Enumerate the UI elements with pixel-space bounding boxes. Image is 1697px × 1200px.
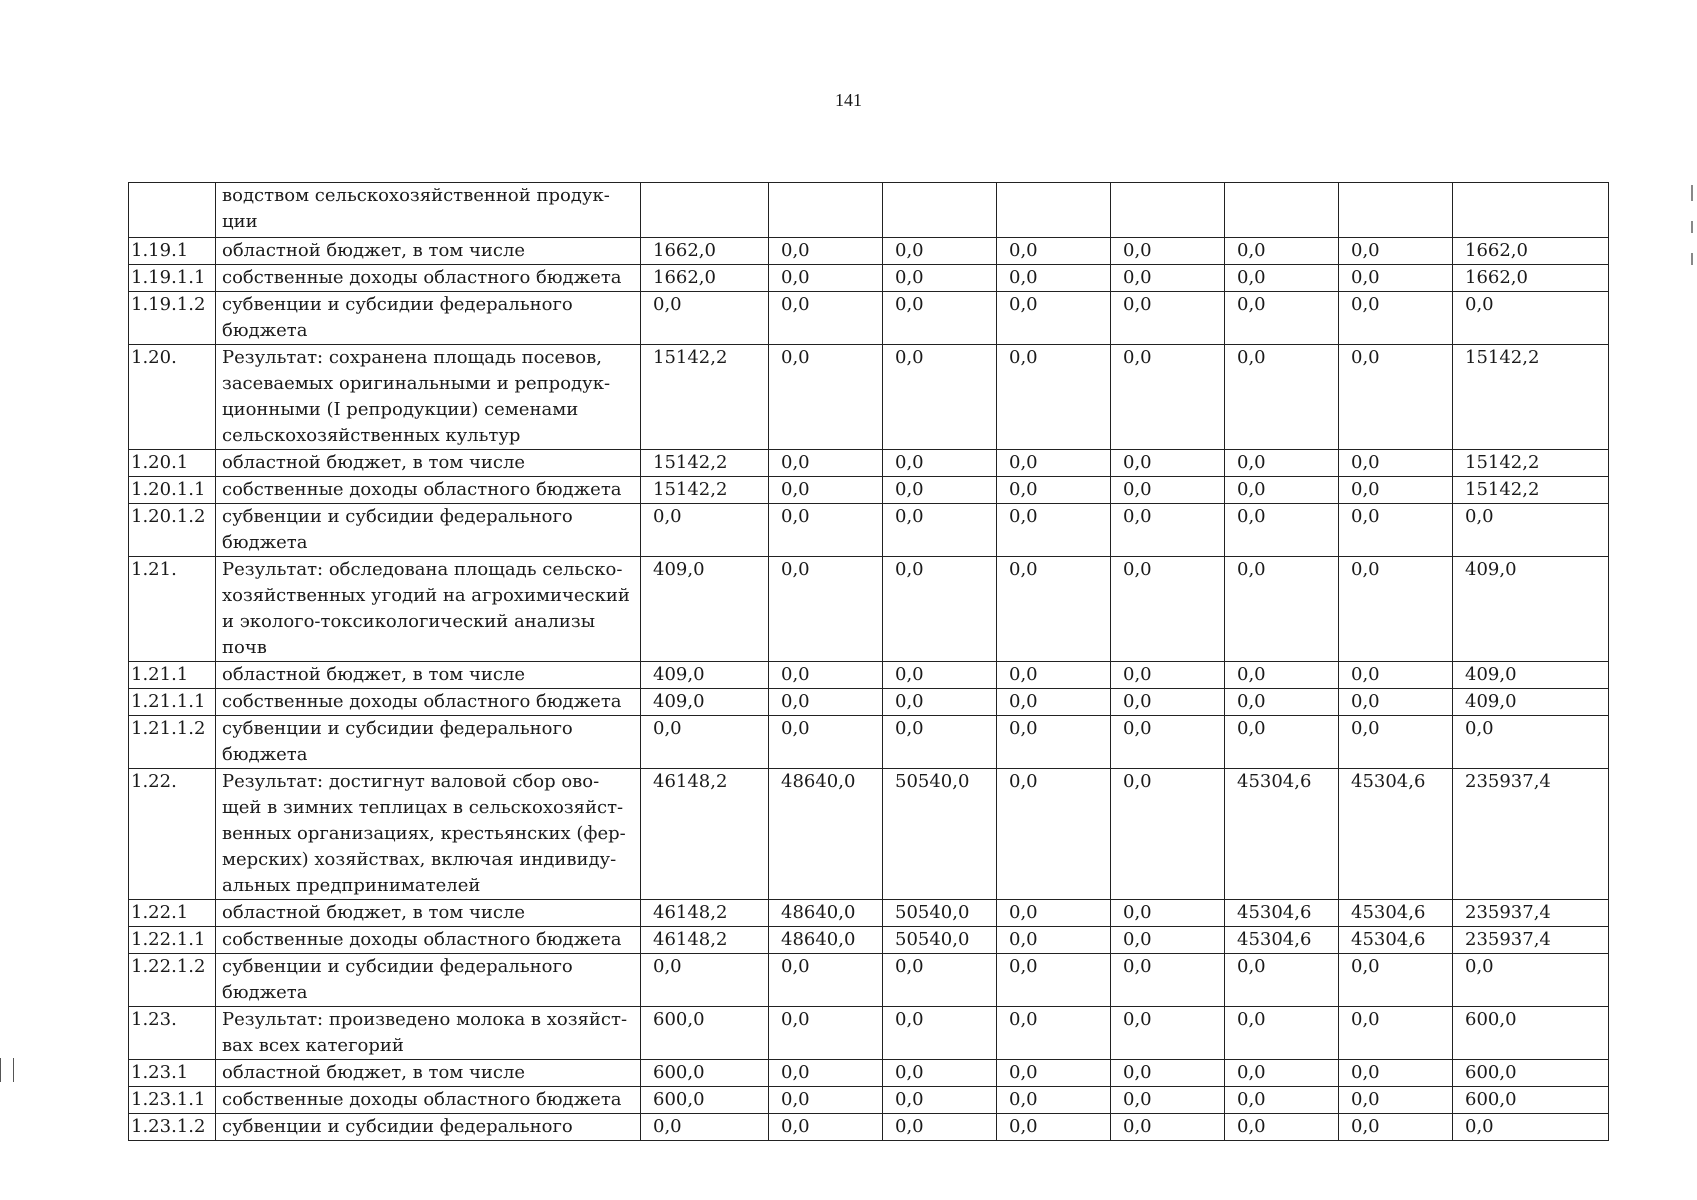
row-value: 0,0 [883, 716, 997, 769]
table-row [129, 900, 1609, 927]
row-value [641, 183, 769, 238]
row-value: 15142,2 [1453, 477, 1609, 504]
row-value: 0,0 [641, 716, 769, 769]
row-value: 0,0 [997, 689, 1111, 716]
row-value: 0,0 [1111, 662, 1225, 689]
row-name: собственные доходы областного бюджета [216, 927, 641, 954]
row-value: 0,0 [1111, 265, 1225, 292]
row-name: областной бюджет, в том числе [216, 450, 641, 477]
row-name: Результат: обследована площадь сельско-хозяйственных угодий на агрохимический и эколого-токсикологический анализы почв [216, 557, 641, 662]
row-value: 0,0 [1339, 1087, 1453, 1114]
row-value: 0,0 [997, 238, 1111, 265]
table-body [129, 183, 1609, 1141]
row-value: 0,0 [997, 292, 1111, 345]
table-row [129, 662, 1609, 689]
row-value: 0,0 [641, 504, 769, 557]
row-value: 0,0 [883, 477, 997, 504]
row-value: 0,0 [1111, 1060, 1225, 1087]
row-code: 1.23.1.1 [129, 1087, 216, 1114]
row-value: 0,0 [1225, 238, 1339, 265]
row-value: 0,0 [997, 1087, 1111, 1114]
row-value: 0,0 [1111, 769, 1225, 900]
row-value: 1662,0 [1453, 265, 1609, 292]
page-number: 141 [835, 90, 862, 110]
row-value: 0,0 [997, 265, 1111, 292]
row-name: водством сельскохозяйственной продук-ции [216, 183, 641, 238]
row-code: 1.23. [129, 1007, 216, 1060]
row-value: 50540,0 [883, 769, 997, 900]
row-code: 1.22.1 [129, 900, 216, 927]
row-value: 0,0 [1339, 1114, 1453, 1141]
row-value: 0,0 [997, 927, 1111, 954]
table-row [129, 292, 1609, 345]
row-value: 46148,2 [641, 769, 769, 900]
row-value: 0,0 [1111, 345, 1225, 450]
row-value: 0,0 [883, 450, 997, 477]
row-value: 0,0 [1225, 1087, 1339, 1114]
table-row [129, 477, 1609, 504]
row-value: 0,0 [1225, 450, 1339, 477]
row-value: 0,0 [769, 662, 883, 689]
row-value: 0,0 [1339, 689, 1453, 716]
row-value: 0,0 [997, 662, 1111, 689]
table-row [129, 1087, 1609, 1114]
row-value: 0,0 [769, 292, 883, 345]
row-value: 0,0 [1225, 716, 1339, 769]
row-value: 235937,4 [1453, 769, 1609, 900]
table-row [129, 238, 1609, 265]
row-name: собственные доходы областного бюджета [216, 477, 641, 504]
table-row [129, 183, 1609, 238]
row-value [1339, 183, 1453, 238]
row-value: 15142,2 [641, 450, 769, 477]
row-value: 0,0 [1111, 504, 1225, 557]
table-row [129, 1007, 1609, 1060]
row-value: 0,0 [1111, 450, 1225, 477]
row-value [1453, 183, 1609, 238]
row-value: 0,0 [1225, 557, 1339, 662]
row-value: 1662,0 [641, 265, 769, 292]
row-value: 0,0 [1225, 477, 1339, 504]
row-value: 0,0 [997, 504, 1111, 557]
row-value: 45304,6 [1339, 769, 1453, 900]
row-value: 0,0 [997, 345, 1111, 450]
row-value: 0,0 [883, 1007, 997, 1060]
row-value: 48640,0 [769, 769, 883, 900]
table-row [129, 1060, 1609, 1087]
row-code: 1.19.1 [129, 238, 216, 265]
row-value: 0,0 [1111, 557, 1225, 662]
table-row [129, 927, 1609, 954]
row-value: 0,0 [997, 716, 1111, 769]
row-value: 0,0 [769, 954, 883, 1007]
row-value: 0,0 [769, 1087, 883, 1114]
table-row [129, 954, 1609, 1007]
row-value: 600,0 [641, 1087, 769, 1114]
row-value: 0,0 [997, 900, 1111, 927]
row-value: 0,0 [769, 345, 883, 450]
row-code: 1.20.1 [129, 450, 216, 477]
row-value: 0,0 [1453, 504, 1609, 557]
row-value: 45304,6 [1339, 900, 1453, 927]
row-value: 0,0 [883, 557, 997, 662]
row-value: 0,0 [641, 292, 769, 345]
row-value: 0,0 [1339, 716, 1453, 769]
row-value: 0,0 [1339, 1007, 1453, 1060]
row-value: 0,0 [1225, 292, 1339, 345]
row-value: 409,0 [1453, 557, 1609, 662]
row-value: 0,0 [1225, 265, 1339, 292]
row-value: 0,0 [641, 954, 769, 1007]
row-value: 0,0 [1111, 900, 1225, 927]
row-code: 1.21.1.2 [129, 716, 216, 769]
row-value: 0,0 [1339, 477, 1453, 504]
row-code [129, 183, 216, 238]
row-value: 0,0 [1111, 292, 1225, 345]
row-name: субвенции и субсидии федерального бюджета [216, 954, 641, 1007]
row-value: 45304,6 [1225, 900, 1339, 927]
row-code: 1.19.1.1 [129, 265, 216, 292]
row-value: 235937,4 [1453, 927, 1609, 954]
row-value: 1662,0 [641, 238, 769, 265]
row-value: 0,0 [1453, 1114, 1609, 1141]
row-value: 0,0 [883, 689, 997, 716]
table-row [129, 716, 1609, 769]
row-value: 0,0 [883, 1114, 997, 1141]
table-row [129, 504, 1609, 557]
row-value: 45304,6 [1225, 769, 1339, 900]
row-value: 0,0 [1111, 477, 1225, 504]
budget-table-container [128, 182, 1608, 1141]
row-value [997, 183, 1111, 238]
row-value: 0,0 [1339, 1060, 1453, 1087]
row-value: 0,0 [1225, 345, 1339, 450]
row-value: 0,0 [883, 345, 997, 450]
row-value: 0,0 [769, 238, 883, 265]
row-value: 0,0 [769, 477, 883, 504]
row-value: 0,0 [641, 1114, 769, 1141]
row-value [1225, 183, 1339, 238]
row-value: 0,0 [769, 716, 883, 769]
row-value [769, 183, 883, 238]
table-row [129, 689, 1609, 716]
row-code: 1.20.1.2 [129, 504, 216, 557]
row-value: 0,0 [1111, 1087, 1225, 1114]
row-value: 45304,6 [1339, 927, 1453, 954]
row-value: 0,0 [997, 1007, 1111, 1060]
row-name: субвенции и субсидии федерального бюджета [216, 716, 641, 769]
row-value: 0,0 [883, 238, 997, 265]
row-code: 1.23.1.2 [129, 1114, 216, 1141]
row-code: 1.21.1.1 [129, 689, 216, 716]
row-value: 0,0 [997, 450, 1111, 477]
row-value: 0,0 [997, 557, 1111, 662]
row-value: 0,0 [1225, 504, 1339, 557]
row-value: 0,0 [1111, 716, 1225, 769]
row-value: 600,0 [1453, 1060, 1609, 1087]
row-value: 0,0 [997, 477, 1111, 504]
row-value: 48640,0 [769, 900, 883, 927]
table-row [129, 265, 1609, 292]
row-value: 0,0 [997, 769, 1111, 900]
row-value: 0,0 [1225, 689, 1339, 716]
row-code: 1.22.1.2 [129, 954, 216, 1007]
row-value: 600,0 [1453, 1007, 1609, 1060]
row-value: 15142,2 [641, 345, 769, 450]
table-row [129, 1114, 1609, 1141]
table-row [129, 557, 1609, 662]
row-value: 15142,2 [641, 477, 769, 504]
row-value: 0,0 [1453, 954, 1609, 1007]
row-value: 0,0 [1111, 689, 1225, 716]
row-value: 235937,4 [1453, 900, 1609, 927]
row-value: 0,0 [883, 265, 997, 292]
row-value: 0,0 [883, 662, 997, 689]
row-value: 0,0 [1225, 954, 1339, 1007]
row-value: 0,0 [883, 1060, 997, 1087]
row-value: 0,0 [883, 1087, 997, 1114]
row-value: 45304,6 [1225, 927, 1339, 954]
row-value: 15142,2 [1453, 345, 1609, 450]
row-value: 0,0 [883, 954, 997, 1007]
row-value: 0,0 [769, 504, 883, 557]
row-value: 0,0 [1111, 954, 1225, 1007]
row-value: 0,0 [1339, 450, 1453, 477]
row-value: 0,0 [997, 954, 1111, 1007]
row-value: 600,0 [641, 1007, 769, 1060]
row-code: 1.21. [129, 557, 216, 662]
row-value: 0,0 [769, 557, 883, 662]
row-value: 0,0 [769, 450, 883, 477]
row-value: 409,0 [641, 662, 769, 689]
row-name: субвенции и субсидии федерального бюджета [216, 292, 641, 345]
row-value: 0,0 [1339, 954, 1453, 1007]
row-value: 1662,0 [1453, 238, 1609, 265]
row-value: 0,0 [1111, 1114, 1225, 1141]
row-value: 50540,0 [883, 927, 997, 954]
row-value: 46148,2 [641, 927, 769, 954]
margin-mark-right [1691, 185, 1693, 265]
row-value: 0,0 [1111, 238, 1225, 265]
row-name: субвенции и субсидии федерального [216, 1114, 641, 1141]
row-value: 409,0 [641, 557, 769, 662]
row-code: 1.20. [129, 345, 216, 450]
row-value: 0,0 [1225, 1007, 1339, 1060]
row-value: 0,0 [1225, 1060, 1339, 1087]
row-value [883, 183, 997, 238]
row-value: 0,0 [997, 1114, 1111, 1141]
table-row [129, 345, 1609, 450]
row-value: 0,0 [1339, 292, 1453, 345]
margin-mark [0, 1058, 14, 1082]
row-name: Результат: сохранена площадь посевов, засеваемых оригинальными и репродук-ционными (I репродукции) семенами сельскохозяйственных культур [216, 345, 641, 450]
row-value: 409,0 [1453, 689, 1609, 716]
row-name: областной бюджет, в том числе [216, 238, 641, 265]
row-value: 0,0 [1339, 557, 1453, 662]
row-value: 0,0 [1339, 238, 1453, 265]
row-value: 0,0 [1339, 504, 1453, 557]
row-value: 0,0 [1339, 662, 1453, 689]
row-value: 0,0 [769, 689, 883, 716]
row-value: 0,0 [769, 265, 883, 292]
row-name: областной бюджет, в том числе [216, 662, 641, 689]
row-name: областной бюджет, в том числе [216, 1060, 641, 1087]
row-value: 0,0 [997, 1060, 1111, 1087]
budget-table [128, 182, 1609, 1141]
row-value: 0,0 [769, 1007, 883, 1060]
row-value: 50540,0 [883, 900, 997, 927]
row-name: собственные доходы областного бюджета [216, 689, 641, 716]
table-row [129, 769, 1609, 900]
row-name: Результат: произведено молока в хозяйст-вах всех категорий [216, 1007, 641, 1060]
row-code: 1.21.1 [129, 662, 216, 689]
row-value: 0,0 [1225, 662, 1339, 689]
row-value: 600,0 [1453, 1087, 1609, 1114]
row-code: 1.22. [129, 769, 216, 900]
row-code: 1.22.1.1 [129, 927, 216, 954]
row-value: 46148,2 [641, 900, 769, 927]
row-code: 1.19.1.2 [129, 292, 216, 345]
row-value: 0,0 [1111, 1007, 1225, 1060]
row-value: 0,0 [769, 1114, 883, 1141]
row-value: 0,0 [1339, 345, 1453, 450]
row-value: 15142,2 [1453, 450, 1609, 477]
row-value: 409,0 [641, 689, 769, 716]
row-name: субвенции и субсидии федерального бюджета [216, 504, 641, 557]
row-value: 0,0 [1339, 265, 1453, 292]
row-name: собственные доходы областного бюджета [216, 265, 641, 292]
row-value: 0,0 [1453, 292, 1609, 345]
row-value: 600,0 [641, 1060, 769, 1087]
row-value: 48640,0 [769, 927, 883, 954]
row-name: областной бюджет, в том числе [216, 900, 641, 927]
row-value [1111, 183, 1225, 238]
row-value: 0,0 [883, 292, 997, 345]
row-code: 1.20.1.1 [129, 477, 216, 504]
table-row [129, 450, 1609, 477]
row-value: 0,0 [1453, 716, 1609, 769]
row-value: 0,0 [883, 504, 997, 557]
row-value: 0,0 [1111, 927, 1225, 954]
row-value: 0,0 [1225, 1114, 1339, 1141]
row-name: Результат: достигнут валовой сбор ово-щей в зимних теплицах в сельскохозяйст-венных организациях, крестьянских (фер-мерских) хозяйствах, включая индивиду-альных предпринимателей [216, 769, 641, 900]
row-value: 409,0 [1453, 662, 1609, 689]
row-code: 1.23.1 [129, 1060, 216, 1087]
row-value: 0,0 [769, 1060, 883, 1087]
row-name: собственные доходы областного бюджета [216, 1087, 641, 1114]
